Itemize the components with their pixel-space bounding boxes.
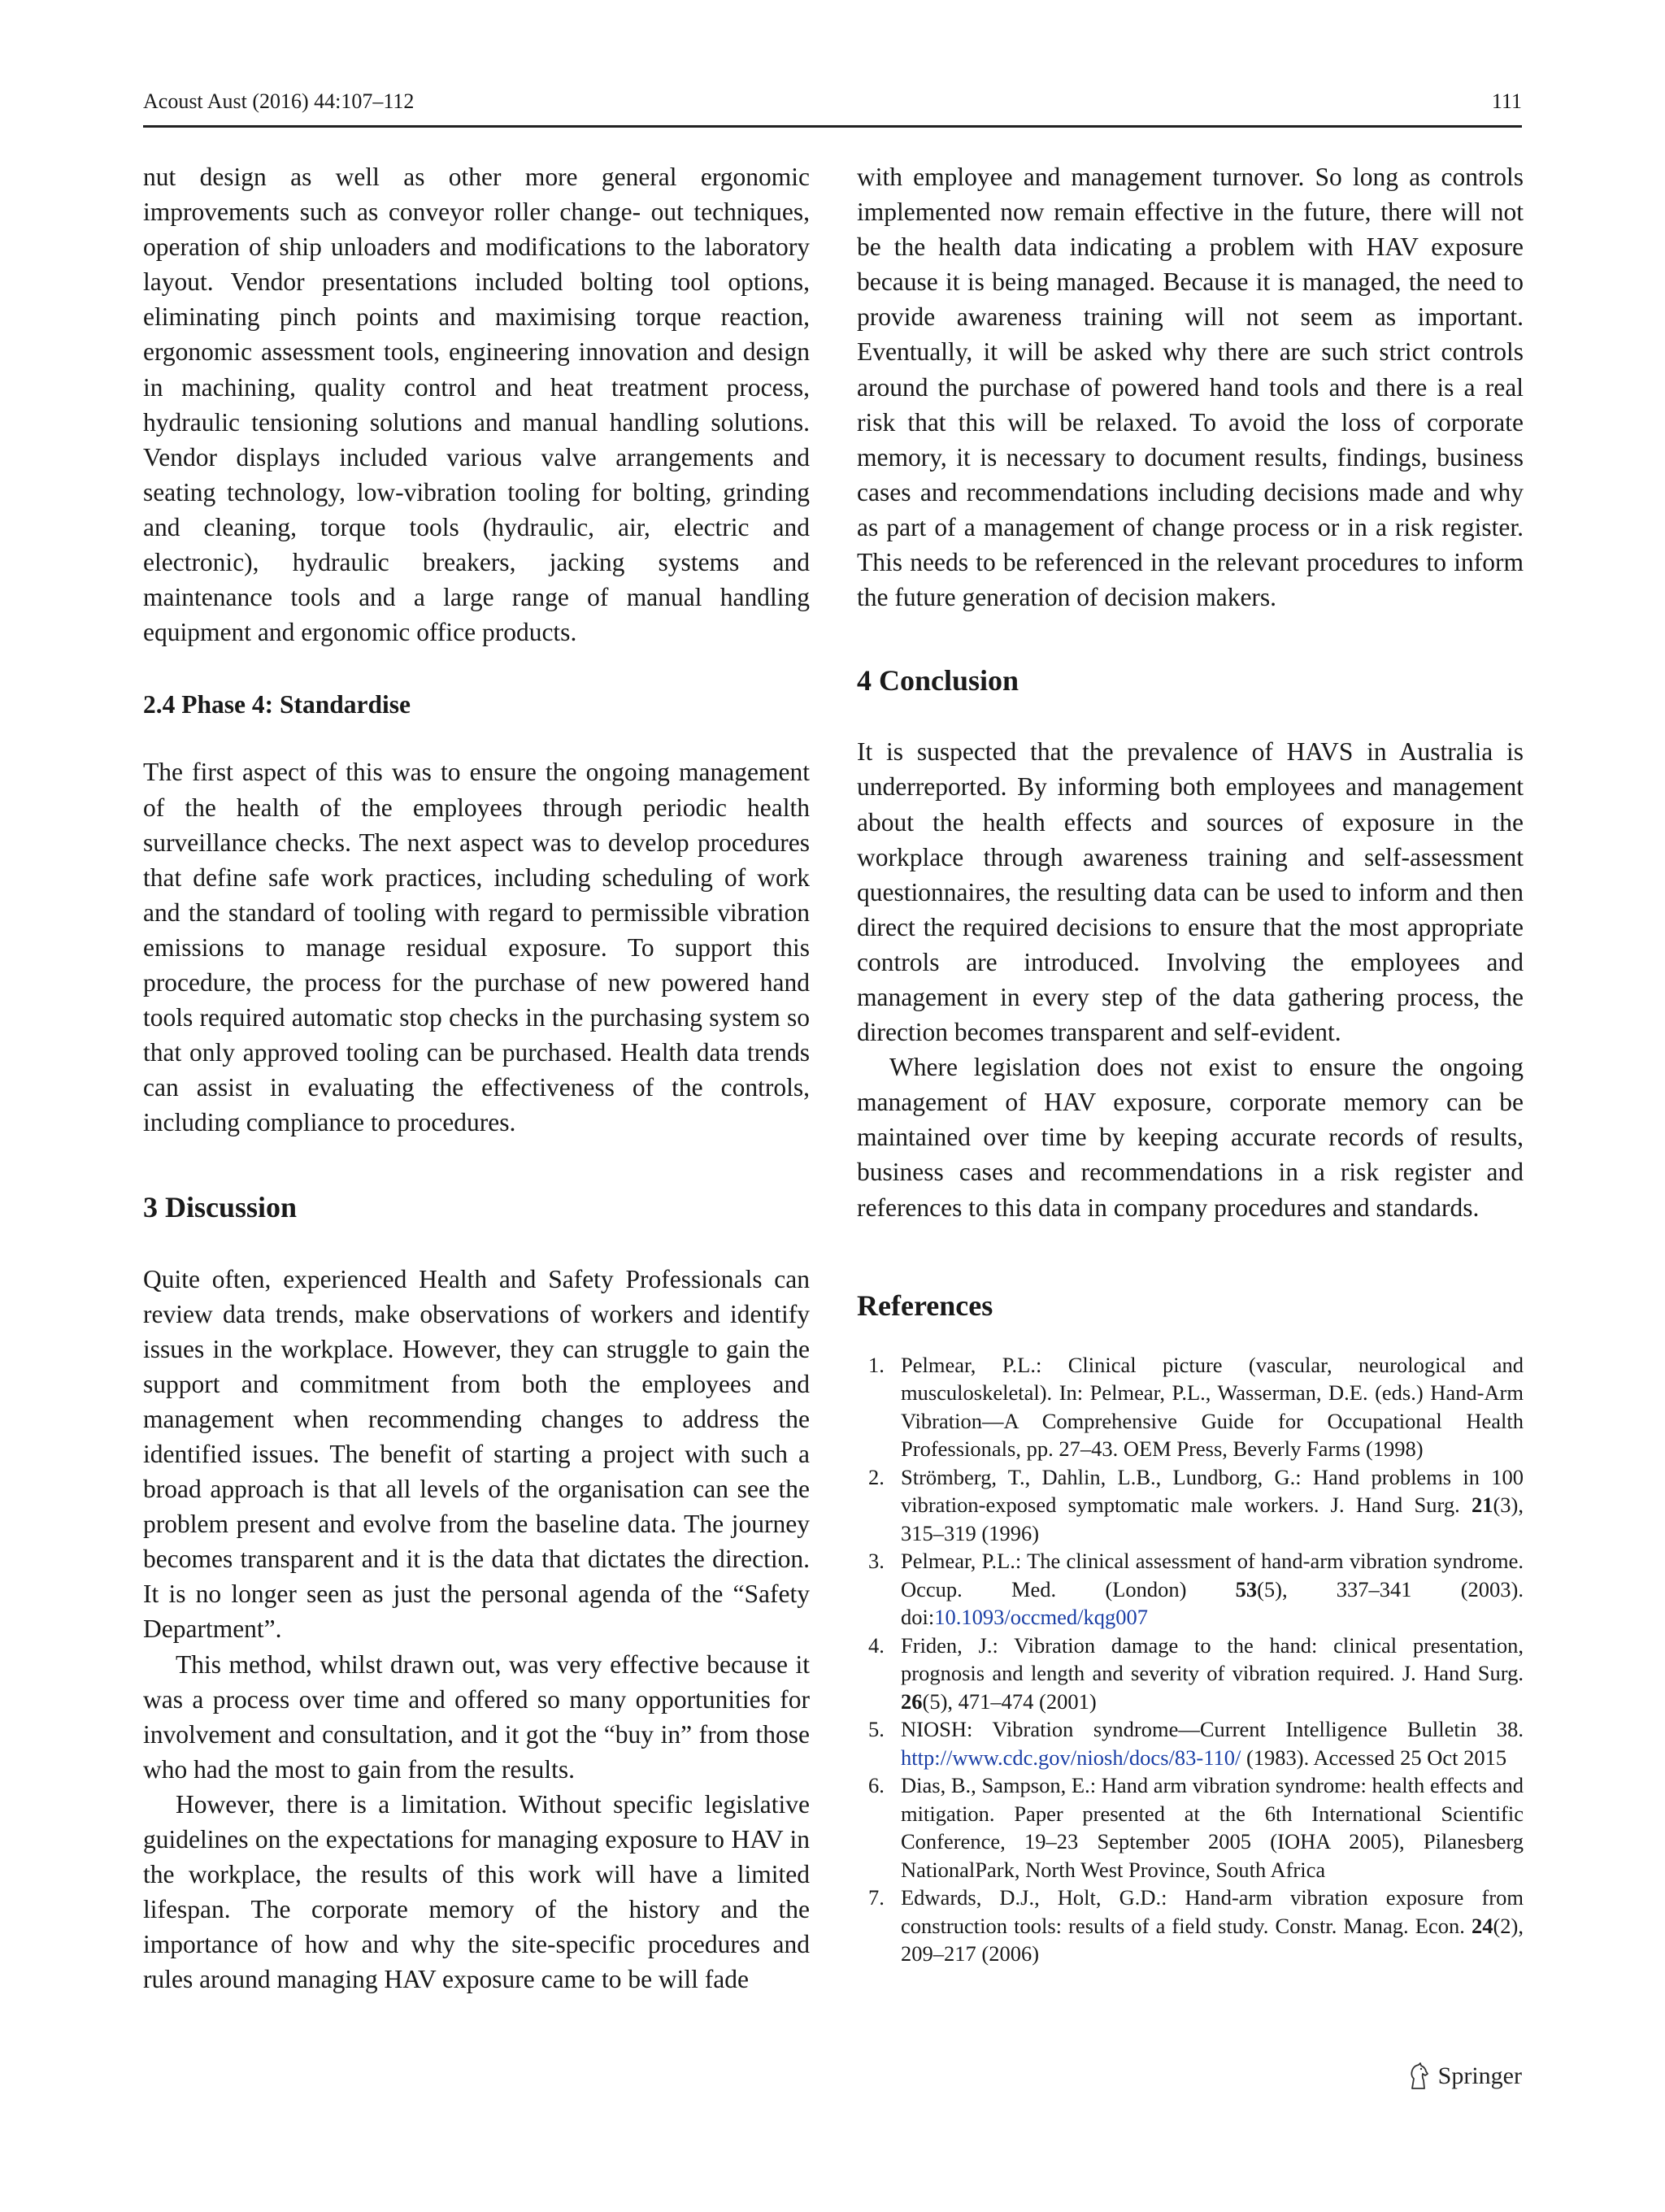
reference-text: (5), 337–341 (2003). doi: [901,1576,1524,1630]
reference-number: 4. [868,1632,885,1658]
body-paragraph: It is suspected that the prevalence of HAVS in Australia is underreported. By informing both employees and management about the health effects and sources of exposure in the workplace through awareness training and self-assessment questionnaires, the resulting data can be used to inform and then direct the required decisions to ensure that the most appropriate controls are introduced. Involving the employees and management in every step of the data gathering process, the direction becomes transparent and self-evident. [857,737,1524,1047]
reference-text: Friden, J.: Vibration damage to the hand: clinical presentation, prognosis and length and severity of vibration required. J. Hand Surg. [901,1632,1524,1686]
right-column [857,159,1524,1968]
reference-text: (1983). Accessed 25 Oct 2015 [1241,1745,1507,1770]
reference-number: 7. [868,1885,885,1910]
reference-item [857,1715,1524,1771]
reference-number: 5. [868,1717,885,1742]
reference-text: Pelmear, P.L.: Clinical picture (vascular, neurological and musculoskeletal). In: Pelmear, P.L., Wasserman, D.E. (eds.) Hand-Arm Vibration—A Comprehensive Guide for Occupational Health Professionals, pp. 27–43. OEM Press, Beverly Farms (1998) [901,1352,1524,1462]
reference-volume: 53 [1235,1576,1258,1601]
publisher-name: Springer [1437,2062,1522,2089]
body-paragraph: with employee and management turnover. So long as controls implemented now remain effective in the future, there will not be the health data indicating a problem with HAV exposure because it is being managed. Because it is managed, the need to provide awareness training will not seem as important. Eventually, it will be asked why there are such strict controls around the purchase of powered hand tools and there is a real risk that this will be relaxed. To avoid the loss of corporate memory, it is necessary to document results, findings, business cases and recommendations including decisions made and why as part of a management of change process or in a risk register. This needs to be referenced in the relevant procedures to inform the future generation of decision makers. [857,163,1524,612]
body-paragraph: This method, whilst drawn out, was very effective because it was a process over time and offered so many opportunities for involvement and consultation, and it got the “buy in” from those who had the most to gain from the results. [143,1649,810,1784]
reference-item [857,1547,1524,1632]
body-paragraph: Where legislation does not exist to ensure the ongoing management of HAV exposure, corporate memory can be maintained over time by keeping accurate records of results, business cases and recommendations in a risk register and references to this data in company procedures and standards. [857,1053,1524,1222]
reference-text: Edwards, D.J., Holt, G.D.: Hand-arm vibration exposure from construction tools: results of a field study. Constr. Manag. Econ. [901,1885,1524,1938]
reference-text: Pelmear, P.L.: The clinical assessment of hand-arm vibration syndrome. Occup. Med. (London) [901,1549,1524,1601]
reference-item [857,1632,1524,1716]
journal-citation: Acoust Aust (2016) 44:107–112 [143,89,415,113]
section-heading-2-4: 2.4 Phase 4: Standardise [143,690,411,719]
reference-item [857,1884,1524,1968]
reference-volume: 24 [1471,1913,1493,1938]
reference-item [857,1771,1524,1884]
reference-text: (2), 209–217 (2006) [901,1913,1524,1966]
reference-number: 6. [868,1773,885,1798]
reference-volume: 26 [901,1688,923,1714]
running-header [143,89,1522,128]
section-heading-3: 3 Discussion [143,1191,298,1224]
references-heading: References [857,1289,993,1322]
reference-list [857,1351,1524,1968]
reference-volume: 21 [1471,1493,1493,1518]
reference-text: Strömberg, T., Dahlin, L.B., Lundborg, G.: Hand problems in 100 vibration-exposed symptomatic male workers. J. Hand Surg. [901,1464,1524,1518]
body-paragraph: Quite often, experienced Health and Safety Professionals can review data trends, make observations of workers and identify issues in the workplace. However, they can struggle to gain the support and commitment from both the employees and management when recommending changes to address the identified issues. The benefit of starting a project with such a broad approach is that all levels of the organisation can see the problem present and evolve from the baseline data. The journey becomes transparent and it is the data that dictates the direction. It is no longer seen as just the personal agenda of the “Safety Department”. [143,1264,810,1644]
reference-number: 1. [868,1352,885,1377]
url-link[interactable]: http://www.cdc.gov/niosh/docs/83-110/ [901,1745,1241,1770]
body-paragraph: nut design as well as other more general ergonomic improvements such as conveyor roller change- out techniques, operation of ship unloaders and modifications to the laboratory layout. Vendor presentations included bolting tool options, eliminating pinch points and maximising torque reaction, ergonomic assessment tools, engineering innovation and design in machining, quality control and heat treatment process, hydraulic tensioning solutions and manual handling solutions. Vendor displays included various valve arrangements and seating technology, low-vibration tooling for bolting, grinding and cleaning, torque tools (hydraulic, air, electric and electronic), hydraulic breakers, jacking systems and maintenance tools and a large range of manual handling equipment and ergonomic office products. [143,163,810,647]
doi-link[interactable]: 10.1093/occmed/kqg007 [934,1605,1148,1630]
reference-text: (3), 315–319 (1996) [901,1493,1524,1545]
reference-item [857,1351,1524,1463]
reference-text: Dias, B., Sampson, E.: Hand arm vibration syndrome: health effects and mitigation. Paper presented at the 6th International Scientific Conference, 19–23 September 2005 (IOHA 2005), Pilanesberg NationalPark, North West Province, South Africa [901,1773,1524,1882]
body-paragraph: However, there is a limitation. Without specific legislative guidelines on the expectations for managing exposure to HAV in the workplace, the results of this work will have a limited lifespan. The corporate memory of the history and the importance of how and why the site-specific procedures and rules around managing HAV exposure came to be will fade [143,1789,810,1994]
reference-text: NIOSH: Vibration syndrome—Current Intelligence Bulletin 38. [901,1717,1524,1742]
springer-horse-icon [1406,2062,1430,2090]
publisher-logo [1406,2062,1522,2091]
page-number: 111 [1491,89,1522,113]
section-heading-4: 4 Conclusion [857,664,1019,697]
reference-item [857,1463,1524,1548]
reference-number: 3. [868,1549,885,1574]
body-paragraph: The first aspect of this was to ensure the ongoing management of the health of the employees through periodic health surveillance checks. The next aspect was to develop procedures that define safe work practices, including scheduling of work and the standard of tooling with regard to permissible vibration emissions to manage residual exposure. To support this procedure, the process for the purchase of new powered hand tools required automatic stop checks in the purchasing system so that only approved tooling can be purchased. Health data trends can assist in evaluating the effectiveness of the controls, including compliance to procedures. [143,758,810,1137]
left-column [143,159,810,1997]
reference-text: (5), 471–474 (2001) [922,1688,1097,1714]
reference-number: 2. [868,1464,885,1489]
